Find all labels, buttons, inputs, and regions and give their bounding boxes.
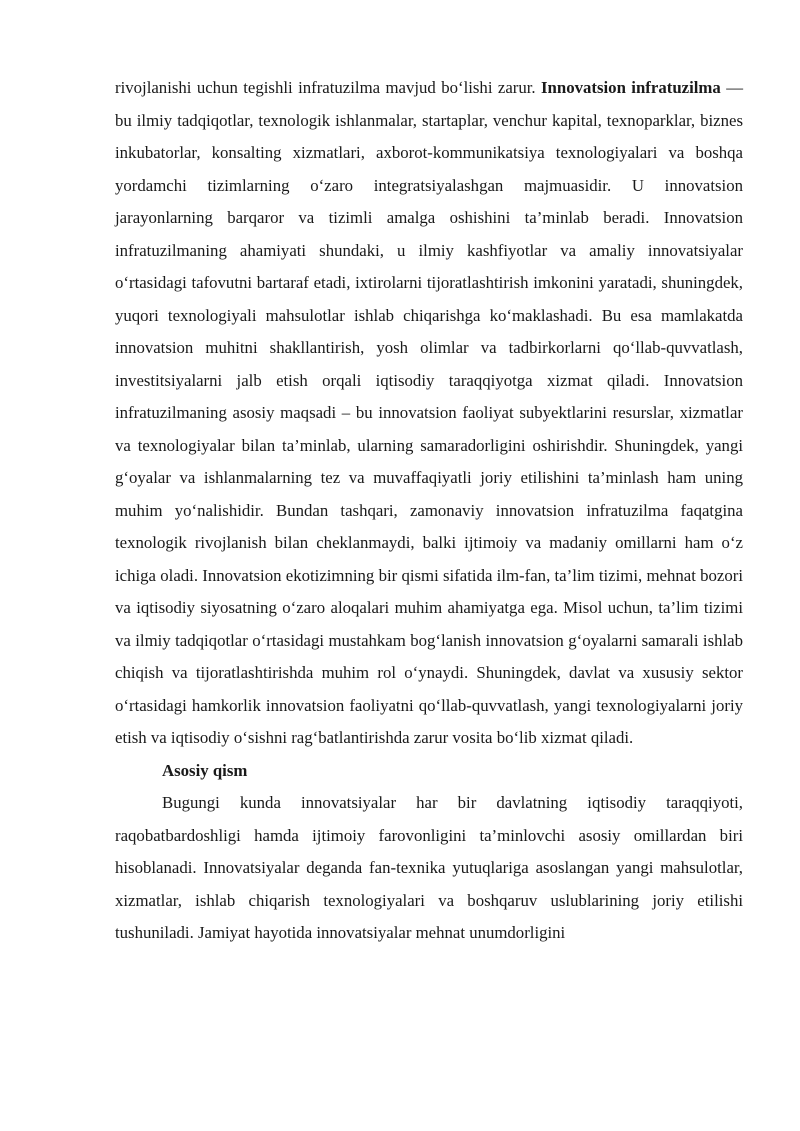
body-paragraph: Bugungi kunda innovatsiyalar har bir davlatning iqtisodiy taraqqiyoti, raqobatbardoshligi hamda ijtimoiy farovonligini ta’minlovchi asosiy omillardan biri hisoblanadi. Innovatsiyalar deganda fan-texnika yutuqlariga asoslangan yangi mahsulotlar, xizmatlar, ishlab chiqarish texnologiyalari va boshqaruv uslublarining joriy etilishi tushuniladi. Jamiyat hayotida innovatsiyalar mehnat unumdorligini [115, 793, 743, 942]
document-page [115, 72, 743, 950]
bold-term: Innovatsion infratuzilma [541, 78, 721, 97]
paragraph-body-text: — bu ilmiy tadqiqotlar, texnologik ishlanmalar, startaplar, venchur kapital, texnoparklar, biznes inkubatorlar, konsalting xizmatlari, axborot-kommunikatsiya texnologiyalari va boshqa yordamchi tizimlarning o‘zaro integratsiyalashgan majmuasidir. U innovatsion jarayonlarning barqaror va tizimli amalga oshishini ta’minlab beradi. Innovatsion infratuzilmaning ahamiyati shundaki, u ilmiy kashfiyotlar va amaliy innovatsiyalar o‘rtasidagi tafovutni bartaraf etadi, ixtirolarni tijoratlashtirish imkonini yaratadi, shuningdek, yuqori texnologiyali mahsulotlar ishlab chiqarishga ko‘maklashadi. Bu esa mamlakatda innovatsion muhitni shakllantirish, yosh olimlar va tadbirkorlarni qo‘llab-quvvatlash, investitsiyalarni jalb etish orqali iqtisodiy taraqqiyotga xizmat qiladi. Innovatsion infratuzilmaning asosiy maqsadi – bu innovatsion faoliyat subyektlarini resurslar, xizmatlar va texnologiyalar bilan ta’minlab, ularning samaradorligini oshirishdir. Shuningdek, yangi g‘oyalar va ishlanmalarning tez va muvaffaqiyatli joriy etilishini ta’minlash ham uning muhim yo‘nalishidir. Bundan tashqari, zamonaviy innovatsion infratuzilma faqatgina texnologik rivojlanish bilan cheklanmaydi, balki ijtimoiy va madaniy omillarni ham o‘z ichiga oladi. Innovatsion ekotizimning bir qismi sifatida ilm-fan, ta’lim tizimi, mehnat bozori va iqtisodiy siyosatning o‘zaro aloqalari muhim ahamiyatga ega. Misol uchun, ta’lim tizimi va ilmiy tadqiqotlar o‘rtasidagi mustahkam bog‘lanish innovatsion g‘oyalarni samarali ishlab chiqish va tijoratlashtirishda muhim rol o‘ynaydi. Shuningdek, davlat va xususiy sektor o‘rtasidagi hamkorlik innovatsion faoliyatni qo‘llab-quvvatlash, yangi texnologiyalarni joriy etish va iqtisodiy o‘sishni rag‘batlantirishda zarur vosita bo‘lib xizmat qiladi. [115, 78, 743, 747]
body-paragraph-continuation [115, 72, 743, 755]
paragraph-lead-text: rivojlanishi uchun tegishli infratuzilma mavjud bo‘lishi zarur. [115, 78, 536, 97]
section-heading: Asosiy qism [162, 760, 248, 780]
